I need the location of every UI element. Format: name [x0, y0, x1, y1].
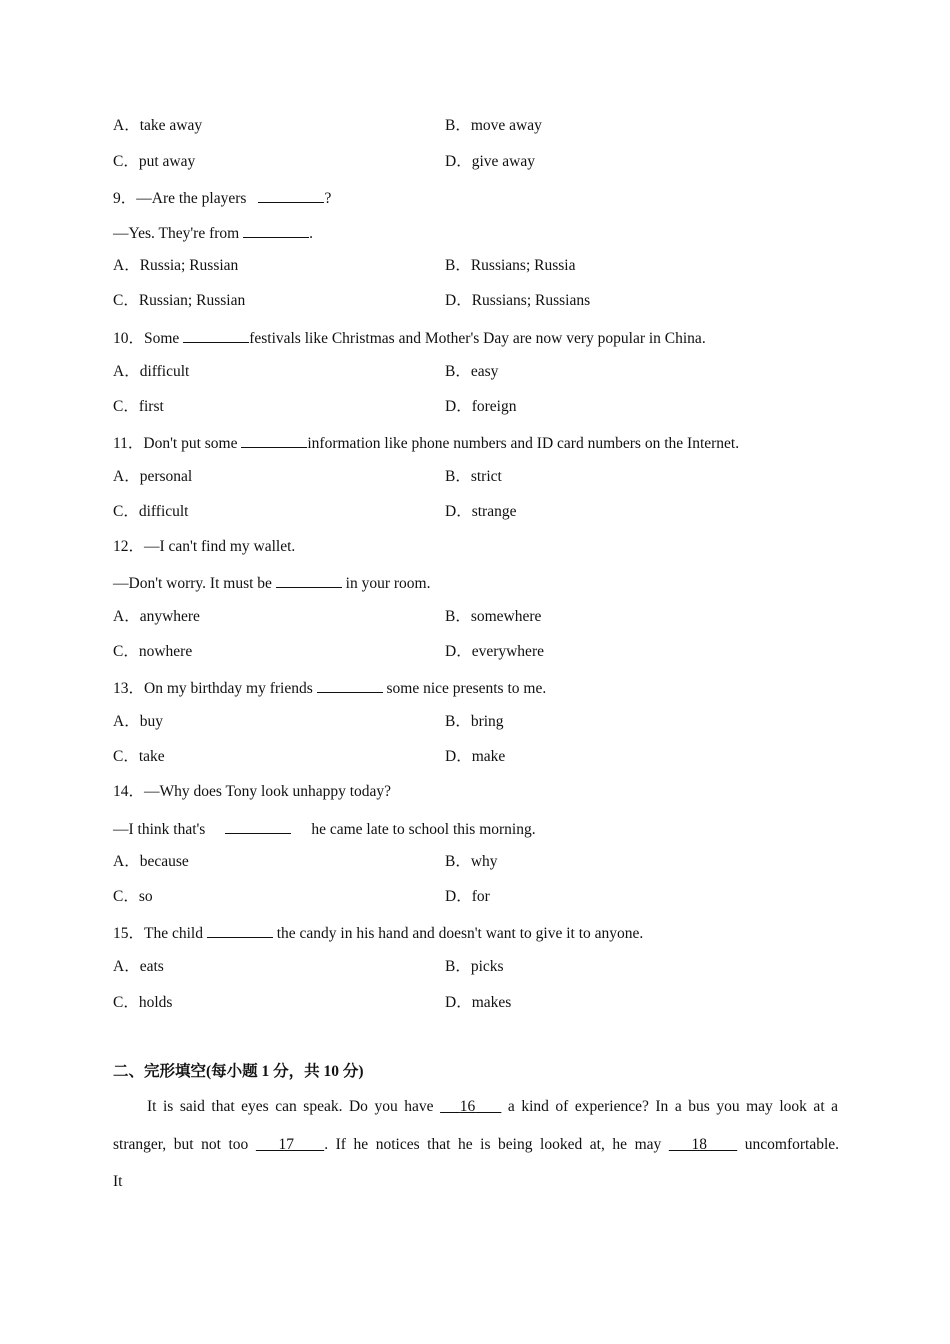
q10-option-d: D．foreign: [445, 398, 517, 415]
q12-option-b: B．somewhere: [445, 608, 542, 625]
q12-option-a: A．anywhere: [113, 608, 200, 625]
q11-stem: 11．Don't put some information like phone numbers and ID card numbers on the Internet.: [113, 432, 739, 454]
q9-option-d: D．Russians; Russians: [445, 292, 591, 309]
q14-option-a: A．because: [113, 853, 189, 870]
q14-stem: 14．—Why does Tony look unhappy today?: [113, 783, 392, 800]
q8-option-d: D．give away: [445, 153, 535, 170]
q13-stem: 13．On my birthday my friends some nice presents to me.: [113, 677, 546, 699]
cloze-line-2: stranger, but not too 17 . If he notices that he is being looked at, he may 18 uncomfortable.: [113, 1136, 840, 1153]
q12-reply: —Don't worry. It must be in your room.: [113, 572, 430, 594]
q15-option-d: D．makes: [445, 994, 512, 1011]
q8-option-a: A．take away: [113, 117, 203, 134]
cloze-line-1: It is said that eyes can speak. Do you have 16 a kind of experience? In a bus you may look at a: [147, 1098, 839, 1115]
blank-18: 18: [691, 1136, 707, 1153]
q15-option-c: C．holds: [113, 994, 173, 1011]
q9-stem: 9．—Are the players ?: [113, 187, 331, 209]
q14-option-d: D．for: [445, 888, 490, 905]
q13-option-a: A．buy: [113, 713, 163, 730]
section-title: 二、完形填空(每小题 1 分，共 10 分): [113, 1063, 364, 1080]
q14-option-b: B．why: [445, 853, 498, 870]
blank-16: 16: [459, 1098, 476, 1115]
cloze-line-3: It: [113, 1173, 123, 1190]
q9-option-b: B．Russians; Russia: [445, 257, 576, 274]
q12-stem: 12．—I can't find my wallet.: [113, 538, 296, 555]
q10-option-a: A．difficult: [113, 363, 190, 380]
q10-option-c: C．first: [113, 398, 164, 415]
q11-option-b: B．strict: [445, 468, 502, 485]
q12-option-c: C．nowhere: [113, 643, 193, 660]
q15-option-b: B．picks: [445, 958, 504, 975]
q11-option-a: A．personal: [113, 468, 193, 485]
q13-option-d: D．make: [445, 748, 506, 765]
q13-option-b: B．bring: [445, 713, 504, 730]
q12-option-d: D．everywhere: [445, 643, 544, 660]
q14-reply: —I think that's he came late to school this morning.: [113, 818, 536, 840]
q10-stem: 10．Some festivals like Christmas and Mother's Day are now very popular in China.: [113, 327, 706, 349]
q9-option-c: C．Russian; Russian: [113, 292, 246, 309]
q15-stem: 15．The child the candy in his hand and doesn't want to give it to anyone.: [113, 922, 643, 944]
q11-option-d: D．strange: [445, 503, 517, 520]
q14-option-c: C．so: [113, 888, 153, 905]
q10-option-b: B．easy: [445, 363, 499, 380]
q9-option-a: A．Russia; Russian: [113, 257, 239, 274]
q8-option-c: C．put away: [113, 153, 196, 170]
q8-option-b: B．move away: [445, 117, 542, 134]
q15-option-a: A．eats: [113, 958, 164, 975]
blank-17: 17: [278, 1136, 294, 1153]
q11-option-c: C．difficult: [113, 503, 189, 520]
q9-reply: —Yes. They're from .: [113, 222, 313, 244]
q13-option-c: C．take: [113, 748, 165, 765]
